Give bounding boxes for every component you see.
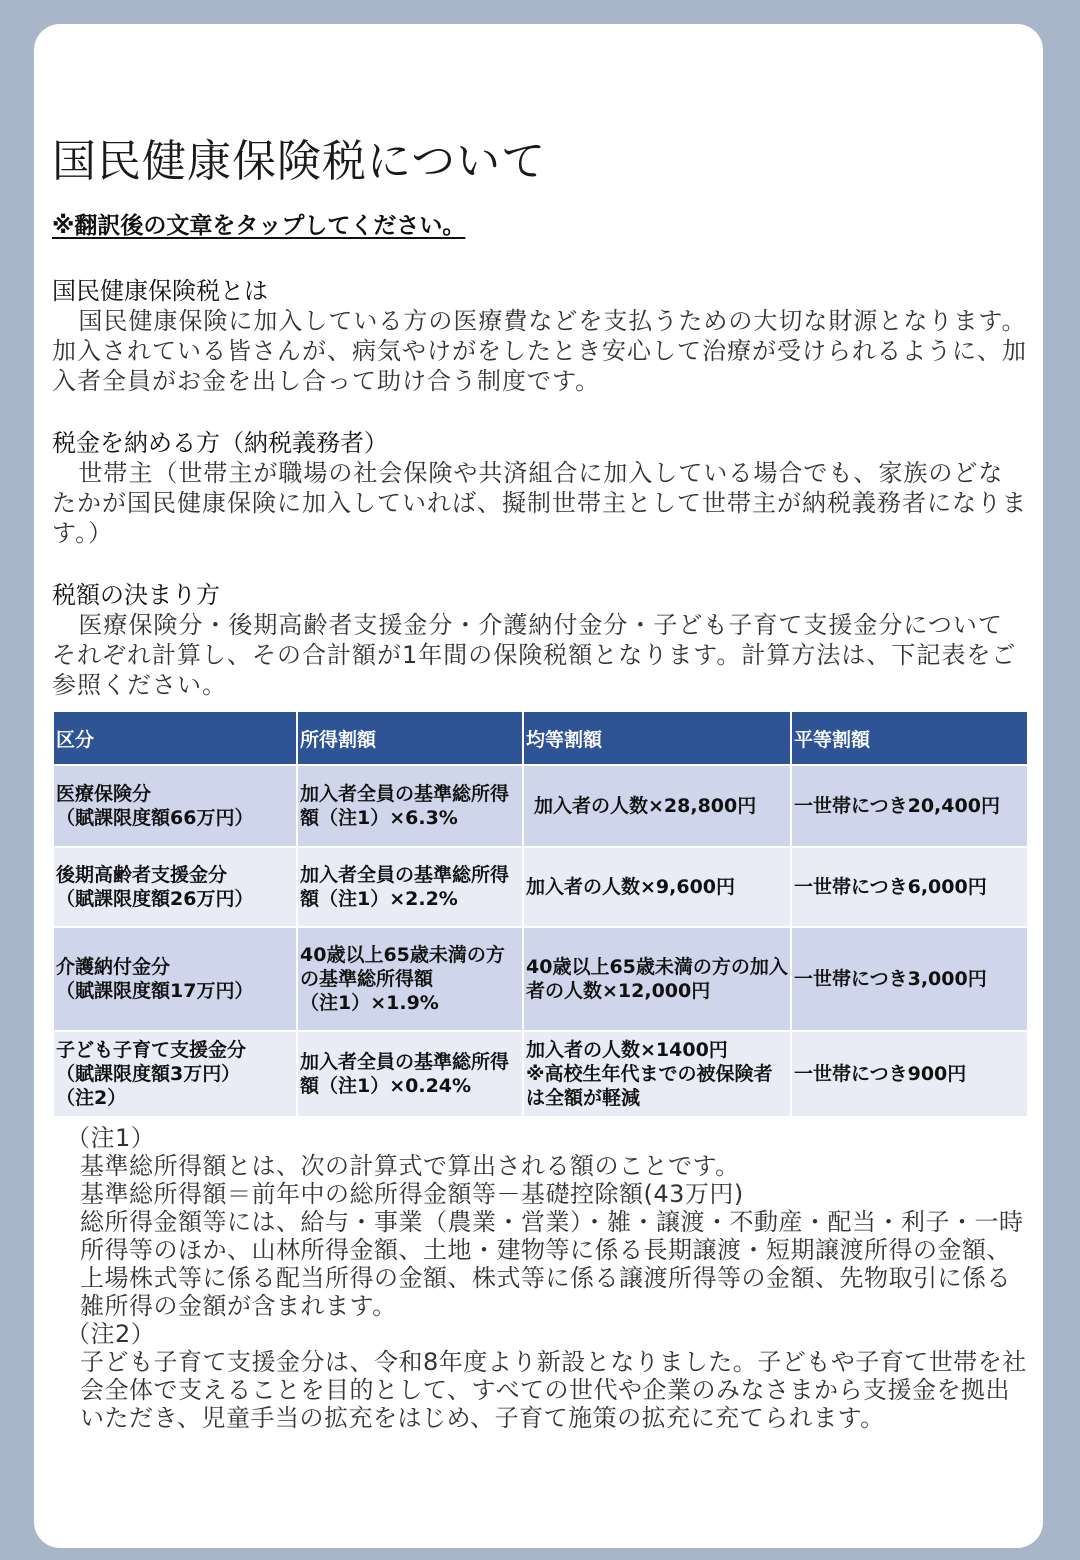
header-category: 区分 — [53, 711, 297, 765]
note-label: （注1） — [66, 1124, 156, 1152]
notes — [52, 1124, 1027, 1432]
cell-per-capita-levy: 加入者の人数×28,800円 — [523, 765, 791, 847]
cell-per-household-levy: 一世帯につき3,000円 — [791, 927, 1028, 1031]
cell-income-levy: 加入者全員の基準総所得額（注1）×2.2% — [297, 847, 523, 927]
table-row — [53, 847, 1028, 927]
cell-per-capita-levy: 加入者の人数×9,600円 — [523, 847, 791, 927]
cell-category: 介護納付金分 （賦課限度額17万円） — [53, 927, 297, 1031]
section-body: 国民健康保険に加入している方の医療費などを支払うための大切な財源となります。加入されている皆さんが、病気やけがをしたとき安心して治療が受けられるように、加入者全員がお金を出し合って助け合う制度です。 — [52, 307, 1027, 395]
table-row — [53, 765, 1028, 847]
cell-category: 医療保険分 （賦課限度額66万円） — [53, 765, 297, 847]
header-per-capita-levy: 均等割額 — [523, 711, 791, 765]
section-body: 世帯主（世帯主が職場の社会保険や共済組合に加入している場合でも、家族のどなたかが国民健康保険に加入していれば、擬制世帯主として世帯主が納税義務者になります。） — [52, 459, 1027, 547]
section-about — [52, 276, 1027, 396]
section-heading: 税金を納める方（納税義務者） — [52, 429, 388, 457]
tax-rate-table — [52, 710, 1029, 1118]
cell-per-household-levy: 一世帯につき6,000円 — [791, 847, 1028, 927]
page-title: 国民健康保険税について — [52, 136, 547, 187]
cell-category: 子ども子育て支援金分 （賦課限度額3万円） （注2） — [53, 1031, 297, 1117]
section-heading: 税額の決まり方 — [52, 581, 220, 609]
table-row — [53, 927, 1028, 1031]
section-calculation — [52, 580, 1027, 700]
content-card — [34, 24, 1043, 1548]
cell-per-household-levy: 一世帯につき20,400円 — [791, 765, 1028, 847]
note-body: 基準総所得額とは、次の計算式で算出される額のことです。 基準総所得額＝前年中の総所得金額等－基礎控除額(43万円) 総所得金額等には、給与・事業（農業・営業）・雑・譲渡・不動産・配当・利子・一時所得等のほか、山林所得金額、土地・建物等に係る長期譲渡・短期譲渡所得の金額、上場株式等に係る配当所得の金額、株式等に係る譲渡所得等の金額、先物取引に係る雑所得の金額が含まれます。 — [80, 1152, 1024, 1320]
article — [52, 134, 1027, 1432]
note-body: 子ども子育て支援金分は、令和8年度より新設となりました。子どもや子育て世帯を社会全体で支えることを目的として、すべての世代や企業のみなさまから支援金を拠出いただき、児童手当の拡充をはじめ、子育て施策の拡充に充てられます。 — [80, 1348, 1027, 1432]
table-header-row — [53, 711, 1028, 765]
cell-income-levy: 40歳以上65歳未満の方の基準総所得額 （注1）×1.9% — [297, 927, 523, 1031]
header-per-household-levy: 平等割額 — [791, 711, 1028, 765]
table-row — [53, 1031, 1028, 1117]
header-income-levy: 所得割額 — [297, 711, 523, 765]
section-heading: 国民健康保険税とは — [52, 277, 268, 305]
cell-income-levy: 加入者全員の基準総所得額（注1）×0.24% — [297, 1031, 523, 1117]
section-body: 医療保険分・後期高齢者支援金分・介護納付金分・子ども子育て支援金分についてそれぞれ計算し、その合計額が1年間の保険税額となります。計算方法は、下記表をご参照ください。 — [52, 611, 1017, 699]
cell-per-capita-levy: 40歳以上65歳未満の方の加入者の人数×12,000円 — [523, 927, 791, 1031]
translation-notice-link[interactable]: ※翻訳後の文章をタップしてください。 — [52, 213, 466, 239]
note-label: （注2） — [66, 1320, 156, 1348]
cell-category: 後期高齢者支援金分 （賦課限度額26万円） — [53, 847, 297, 927]
cell-per-capita-levy: 加入者の人数×1400円 ※高校生年代までの被保険者は全額が軽減 — [523, 1031, 791, 1117]
cell-income-levy: 加入者全員の基準総所得額（注1）×6.3% — [297, 765, 523, 847]
section-taxpayer — [52, 428, 1027, 548]
cell-per-household-levy: 一世帯につき900円 — [791, 1031, 1028, 1117]
